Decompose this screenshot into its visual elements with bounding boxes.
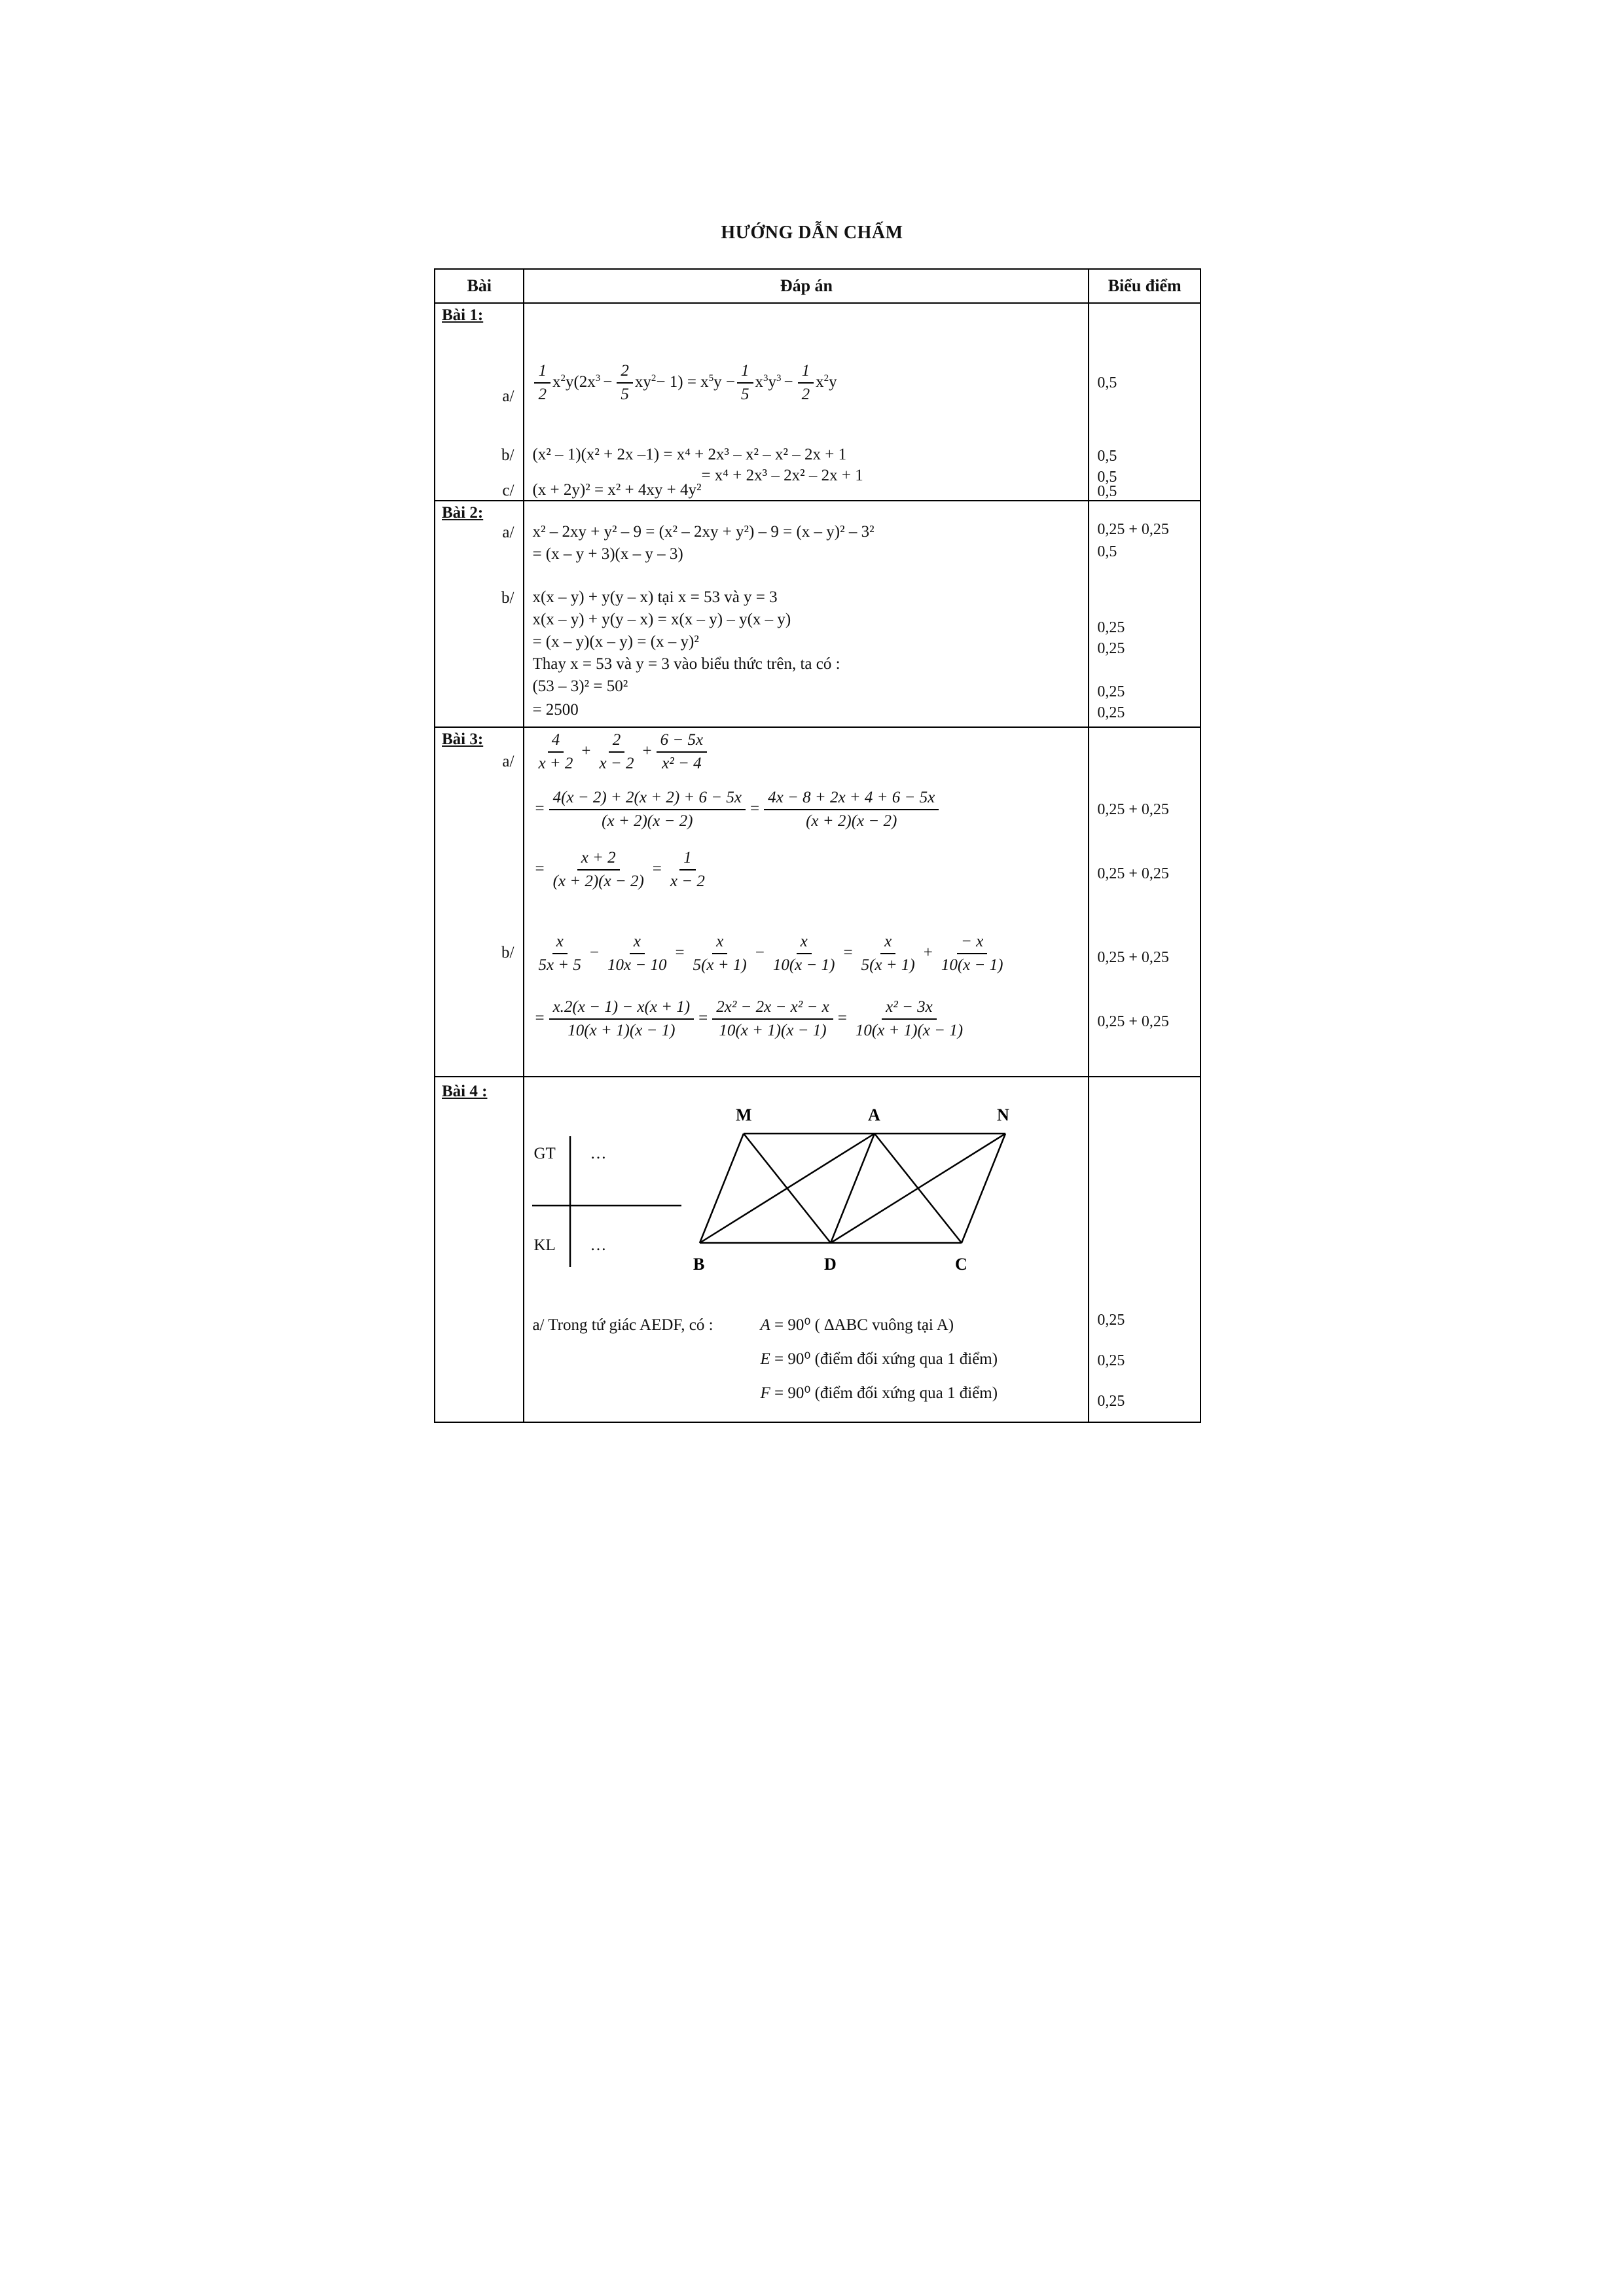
bai3-a-score2: 0,25 + 0,25 bbox=[1097, 865, 1169, 882]
bai3-a-score1: 0,25 + 0,25 bbox=[1097, 801, 1169, 818]
table-header bbox=[435, 269, 1200, 303]
bai3-a-row2: = $\frac{4(x - 2) + 2(x + 2) + 6 - 5x}{(x + 2)(x - 2)}$ = $\frac{4x - 8 + 2x + 4 + 6 - 5x}{(x + 2)(x - 2)}$ bbox=[532, 789, 941, 831]
point-B-label: B bbox=[693, 1255, 705, 1274]
bai2-b-score1: 0,25 bbox=[1097, 619, 1125, 636]
page-title: HƯỚNG DẪN CHẤM bbox=[721, 223, 903, 243]
bai2-b-score3: 0,25 bbox=[1097, 683, 1125, 700]
parallelogram-lines bbox=[700, 1134, 1005, 1243]
bai3-b-row1: $\frac{x}{5x + 5}$ − $\frac{x}{10x - 10}$ = $\frac{x}{5(x + 1)}$ − $\frac{x}{10(x - 1)}$ = $\frac{x}{5(x + 1)}$ + $\frac{- x}{10(x - 1)}$ bbox=[538, 933, 1003, 975]
geometry-figure bbox=[524, 1077, 1087, 1293]
bai3-a-label: a/ bbox=[502, 753, 514, 770]
bai1-b-score1: 0,5 bbox=[1097, 448, 1117, 465]
bai1-b-label: b/ bbox=[501, 446, 514, 464]
segment-ND bbox=[831, 1134, 1005, 1243]
bai2-b-line3: = (x – y)(x – y) = (x – y)² bbox=[532, 633, 699, 651]
gt-dots: … bbox=[590, 1145, 607, 1162]
bai3-b-score1: 0,25 + 0,25 bbox=[1097, 949, 1169, 966]
bai2-a-label: a/ bbox=[502, 524, 514, 541]
bai4-score3: 0,25 bbox=[1097, 1393, 1125, 1410]
bai2-b-label: b/ bbox=[501, 589, 514, 607]
bai3-b-score2: 0,25 + 0,25 bbox=[1097, 1013, 1169, 1030]
bai4-score1: 0,25 bbox=[1097, 1312, 1125, 1329]
bai1-c-label: c/ bbox=[502, 482, 514, 499]
bai1-b-line2: = x⁴ + 2x³ – 2x² – 2x + 1 bbox=[701, 467, 863, 484]
bai3-b-label: b/ bbox=[501, 944, 514, 961]
bai1-b-score2: 0,5 bbox=[1097, 469, 1117, 486]
bai2-b-line2: x(x – y) + y(y – x) = x(x – y) – y(x – y) bbox=[532, 611, 791, 628]
bai1-label: Bài 1: bbox=[442, 306, 484, 324]
bai1-c-line1: (x + 2y)² = x² + 4xy + 4y² bbox=[532, 481, 702, 499]
header-dapan: Đáp án bbox=[524, 269, 1089, 303]
bai4-angle-A: A = 90⁰ ( ∆ABC vuông tại A) bbox=[760, 1316, 954, 1334]
bai2-a-score2: 0,5 bbox=[1097, 543, 1117, 560]
bai4-angle-E: E = 90⁰ (điểm đối xứng qua 1 điểm) bbox=[760, 1350, 998, 1368]
bai4-angle-F: F = 90⁰ (điểm đối xứng qua 1 điểm) bbox=[760, 1384, 998, 1402]
bai3-a-row1: $\frac{4}{x + 2}$ + $\frac{2}{x - 2}$ + $\frac{6 - 5x}{\text{x² − 4}}$ bbox=[532, 732, 709, 773]
bai2-a-line1: x² – 2xy + y² – 9 = (x² – 2xy + y²) – 9 = (x – y)² – 3² bbox=[532, 523, 875, 541]
segment-NC bbox=[962, 1134, 1005, 1243]
bai2-a-score1: 0,25 + 0,25 bbox=[1097, 521, 1169, 538]
bai2-b-line6: = 2500 bbox=[532, 701, 579, 719]
bai2-b-line1: x(x – y) + y(y – x) tại x = 53 và y = 3 bbox=[532, 588, 778, 606]
header-diem: Biểu điểm bbox=[1089, 269, 1200, 303]
segment-MB bbox=[700, 1134, 744, 1243]
bai3-a-row3: = $\frac{x + 2}{(x + 2)(x - 2)}$ = $\frac{1}{x - 2}$ bbox=[535, 849, 705, 891]
point-C-label: C bbox=[955, 1255, 968, 1274]
bai4-a-line1: a/ Trong tứ giác AEDF, có : bbox=[532, 1316, 713, 1334]
point-A-label: A bbox=[868, 1105, 881, 1124]
kl-label: KL bbox=[533, 1236, 556, 1254]
table-row bbox=[435, 501, 1200, 727]
bai2-b-line4: Thay x = 53 và y = 3 vào biểu thức trên, ta có : bbox=[532, 655, 840, 673]
header-bai: Bài bbox=[435, 269, 524, 303]
point-N-label: N bbox=[997, 1105, 1010, 1124]
point-M-label: M bbox=[736, 1105, 752, 1124]
kl-dots: … bbox=[590, 1236, 607, 1254]
table-row bbox=[435, 1077, 1200, 1422]
bai2-b-line5: (53 – 3)² = 50² bbox=[532, 677, 628, 695]
table-row bbox=[435, 303, 1200, 501]
bai4-label: Bài 4 : bbox=[442, 1083, 488, 1100]
bai1-a-score: 0,5 bbox=[1097, 374, 1117, 391]
bai3-b-row2: = $\frac{x.2(x - 1) - x(x + 1)}{10(x + 1)(x - 1)}$ = $\frac{\text{2x² − 2x − x² − x}}{10(x + 1)(x - 1)}$ = $\frac{\text{x² − 3x}}{10(x + 1)(x - 1)}$ bbox=[535, 998, 964, 1040]
point-D-label: D bbox=[824, 1255, 837, 1274]
bai4-score2: 0,25 bbox=[1097, 1352, 1125, 1369]
segment-AD bbox=[831, 1134, 875, 1243]
segment-AB bbox=[700, 1134, 875, 1243]
bai2-b-score2: 0,25 bbox=[1097, 640, 1125, 657]
bai1-a-label: a/ bbox=[502, 387, 514, 405]
gt-label: GT bbox=[533, 1145, 556, 1162]
bai2-a-line2: = (x – y + 3)(x – y – 3) bbox=[532, 545, 683, 563]
bai2-b-score4: 0,25 bbox=[1097, 704, 1125, 721]
grading-table bbox=[434, 268, 1201, 1423]
bai1-a-expression: $\frac{1}{2}$ $x^2y(2x^3$ − $\frac{2}{5}$ $xy^2- 1) = x^5y$ − $\frac{1}{5}$ $x^3y^3$ − $\frac{1}{2}$ $x^2y$ bbox=[532, 363, 837, 404]
bai2-label: Bài 2: bbox=[442, 504, 484, 522]
bai3-label: Bài 3: bbox=[442, 730, 484, 748]
table-row bbox=[435, 727, 1200, 1077]
bai1-c-score: 0,5 bbox=[1097, 483, 1117, 500]
bai1-b-line1: (x² – 1)(x² + 2x –1) = x⁴ + 2x³ – x² – x² – 2x + 1 bbox=[532, 446, 847, 463]
